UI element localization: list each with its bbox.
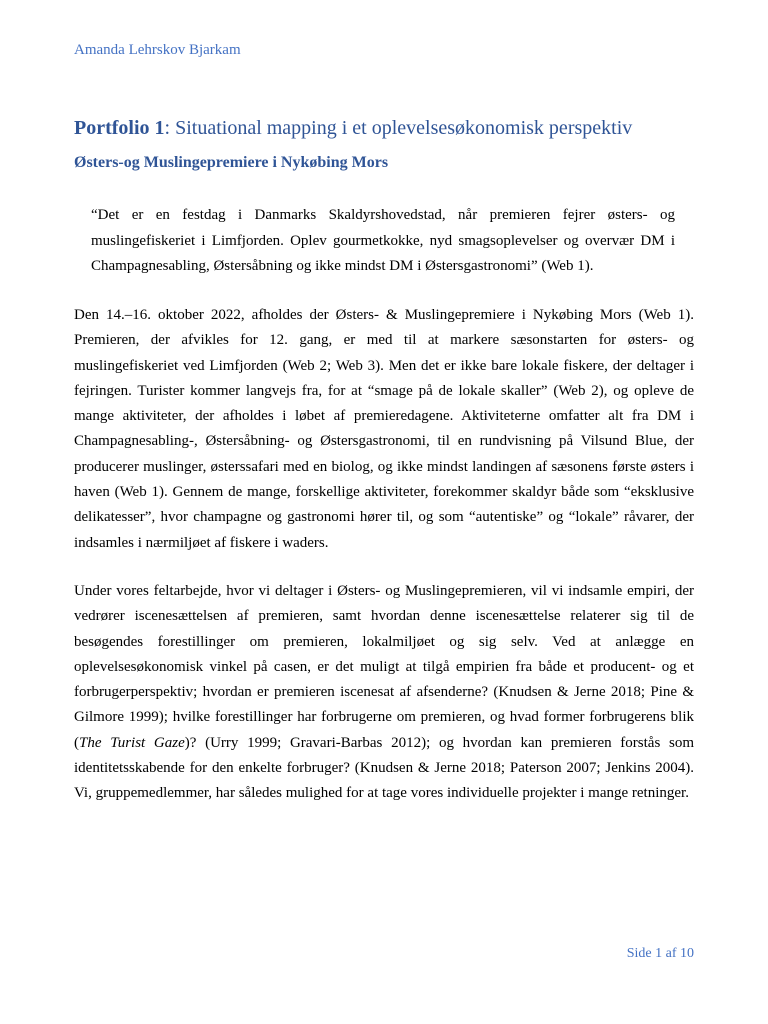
- paragraph-2-text-a: Under vores feltarbejde, hvor vi deltager i Østers- og Muslingepremieren, vil vi indsamle empiri, der vedrører iscenesættelsen af premieren, samt hvordan denne iscenesættelse relaterer sig til de besøgendes forestillinger om premieren, lokalmiljøet og sig selv. Ved at anlægge en oplevelsesøkonomisk vinkel på casen, er det muligt at tilgå empirien fra både et producent- og et forbrugerperspektiv; hvordan er premieren iscenesat af afsenderne? (Knudsen & Jerne 2018; Pine & Gilmore 1999); hvilke forestillinger har forbrugerne om premieren, og hvad former forbrugerens blik (: [74, 583, 694, 751]
- title-prefix: Portfolio 1: [74, 117, 165, 139]
- page-title: [74, 117, 632, 140]
- paragraph-2-italic-title: The Turist Gaze: [79, 734, 185, 751]
- paragraph-1: Den 14.–16. oktober 2022, afholdes der Østers- & Muslingepremiere i Nykøbing Mors (Web 1). Premieren, der afvikles for 12. gang, er med til at markere sæsonstarten for østers- og muslingefiskeriet ved Limfjorden (Web 2; Web 3). Men det er ikke bare lokale fiskere, der deltager i fejringen. Turister kommer langvejs fra, for at “smage på de lokale skaller” (Web 2), og opleve de mange aktiviteter, der afholdes i løbet af premieredagene. Aktiviteterne omfatter alt fra DM i Champagnesabling-, Østersåbning- og Østersgastronomi, til en rundvisning på Vilsund Blue, der producerer muslinger, østerssafari med en biolog, og ikke mindst landingen af sæsonens første østers i haven (Web 1). Gennem de mange, forskellige aktiviteter, forekommer skaldyr både som “eksklusive delikatesser”, hvor champagne og gastronomi hører til, og som “autentiske” og “lokale” råvarer, der indsamles i nærmiljøet af fiskere i waders.: [74, 307, 694, 551]
- paragraph-2-text-b: )? (Urry 1999; Gravari-Barbas 2012); og hvordan kan premieren forstås som identitetsskabende for den enkelte forbruger? (Knudsen & Jerne 2018; Paterson 2007; Jenkins 2004). Vi, gruppemedlemmer, har således mulighed for at tage vores individuelle projekter i mange retninger.: [74, 734, 694, 802]
- title-rest: : Situational mapping i et oplevelsesøkonomisk perspektiv: [164, 117, 633, 139]
- page-subtitle: Østers-og Muslingepremiere i Nykøbing Mors: [74, 154, 389, 171]
- header-author: Amanda Lehrskov Bjarkam: [74, 42, 241, 58]
- page-number: Side 1 af 10: [626, 946, 694, 961]
- block-quote: “Det er en festdag i Danmarks Skaldyrshovedstad, når premieren fejrer østers- og muslingefiskeriet i Limfjorden. Oplev gourmetkokke, nyd smagsoplevelser og overvær DM i Champagnesabling, Østersåbning og ikke mindst DM i Østersgastronomi” (Web 1).: [91, 207, 675, 274]
- paragraph-2: [74, 579, 694, 807]
